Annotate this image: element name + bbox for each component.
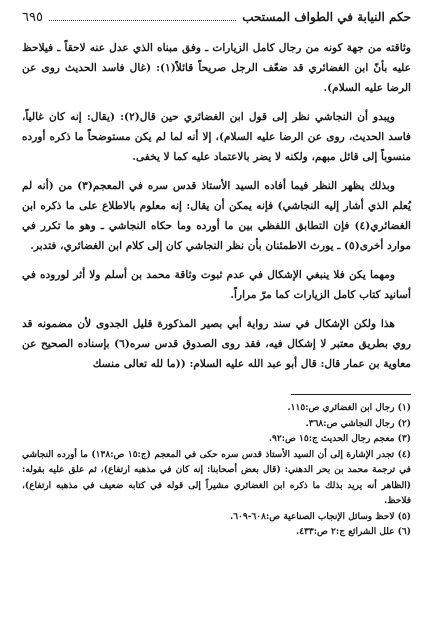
footnote-4: (٤) تجدر الإشارة إلى أن السيد الأستاذ قدس سره حكى في المعجم (ج:١٥ ص:١٣٨) ما أورده النجاشي في ترجمة محمد بن بحر الدهني: (قال بعض أصحابنا: إنه كان في مذهبه ارتفاع)، ثم علق عليه بقوله: (الظاهر أنه يريد بذلك ما ذكره ابن الغضائري مشيراً إلى قوله في كتابه ضعيف في مذهبه ارتفاع)، فلاحظ. bbox=[22, 449, 411, 506]
footnotes bbox=[22, 401, 411, 541]
footnote-separator bbox=[291, 394, 411, 395]
page-header bbox=[22, 10, 411, 32]
main-text bbox=[22, 38, 411, 374]
footnote-2: (٢) رجال النجاشي ص:٣٦٨. bbox=[305, 418, 411, 429]
paragraph-2: ويبدو أن النجاشي نظر إلى قول ابن الغضائري حين قال(٢): (يقال: إنه كان غالياً، فاسد الحديث، روى عن الرضا عليه السلام)، إلا أنه لما لم يكن مستوضحاً ما ذكره أورده منسوباً إلى قائل مبهم، ولكنه لا يضر بالاعتماد عليه كما لا يخفى. bbox=[22, 111, 411, 163]
footnote-1: (١) رجال ابن الغضائري ص:١١٥. bbox=[287, 403, 411, 413]
running-title: حكم النيابة في الطواف المستحب bbox=[242, 10, 411, 24]
paragraph-5: هذا ولكن الإشكال في سند رواية أبي بصير المذكورة قليل الجدوى لأن مضمونه قد روي بطريق معتبر لا إشكال فيه، فقد روى الصدوق قدس سره(٦) بإسناده الصحيح عن معاوية بن عمار قال: قال أبو عبد الله عليه السلام: ((ما لله تعالى منسك bbox=[22, 318, 411, 370]
page-number: ٦٩٥ bbox=[22, 10, 43, 25]
footnote-6: (٦) علل الشرائع ج:٢ ص:٤٣٣. bbox=[296, 527, 411, 537]
footnote-5: (٥) لاحظ وسائل الإنجاب الصناعية ص:٦٠٨-٦٠٩. bbox=[230, 511, 411, 522]
paragraph-4: ومهما يكن فلا ينبغي الإشكال في عدم ثبوت وثاقة محمد بن أسلم ولا أثر لوروده في أسانيد كتاب كامل الزيارات كما مرّ مراراً. bbox=[22, 269, 411, 301]
header-dotted-leader bbox=[49, 10, 236, 21]
paragraph-1: وثاقته من جهة كونه من رجال كامل الزيارات ـ وفق مبناه الذي عدل عنه لاحقاً ـ فيلاحظ عليه بأنّ ابن الغضائري قد ضعّف الرجل صريحاً قائلاً(١): (غال فاسد الحديث روى عن الرضا عليه السلام). bbox=[22, 42, 411, 94]
paragraph-3: وبذلك يظهر النظر فيما أفاده السيد الأستاذ قدس سره في المعجم(٣) من (أنه لم يُعلم الذي أشار إليه النجاشي) فإنه يمكن أن يقال: إنه معلوم بالاطلاع على ما ذكره ابن الغضائري(٤) فإن التطابق اللفظي بين ما أورده وما حكاه النجاشي ـ وهو ما تكرر في موارد أخرى(٥) ـ يورث الاطمئنان بأن نظر النجاشي كان إلى كلام ابن الغضائري، فتدبر. bbox=[22, 180, 411, 252]
footnote-3: (٣) معجم رجال الحديث ج:١٥ ص:٩٢. bbox=[268, 434, 411, 444]
